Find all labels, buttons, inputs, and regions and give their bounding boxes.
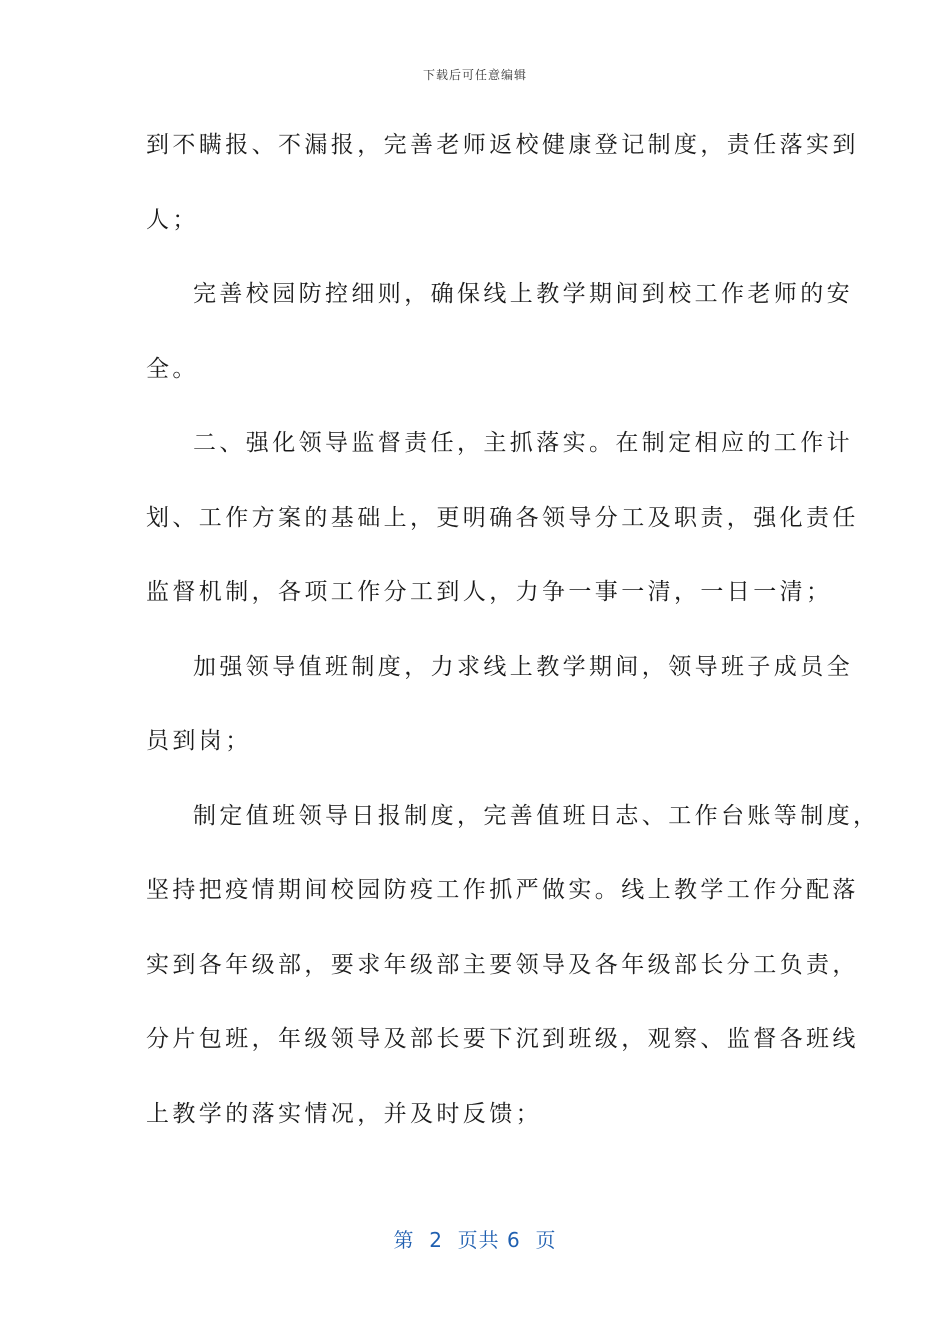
page-number-footer: 第 2 页共 6 页	[393, 1228, 557, 1252]
paragraph-line: 划、工作方案的基础上，更明确各领导分工及职责，强化责任	[146, 504, 859, 531]
paragraph-line: 二、强化领导监督责任，主抓落实。在制定相应的工作计	[193, 430, 853, 456]
page-header: 下载后可任意编辑	[422, 68, 527, 82]
paragraph-line: 监督机制，各项工作分工到人，力争一事一清，一日一清；	[146, 579, 833, 605]
paragraph-line: 上教学的落实情况，并及时反馈；	[146, 1100, 542, 1127]
paragraph-line: 员到岗；	[146, 728, 252, 754]
paragraph-line: 人；	[146, 206, 199, 233]
paragraph-line: 坚持把疫情期间校园防疫工作抓严做实。线上教学工作分配落	[146, 877, 859, 903]
document-body	[146, 108, 880, 1151]
paragraph-line: 实到各年级部，要求年级部主要领导及各年级部长分工负责，	[146, 951, 859, 978]
paragraph-line: 全。	[146, 355, 199, 382]
paragraph-line: 加强领导值班制度，力求线上教学期间，领导班子成员全	[193, 653, 853, 680]
paragraph-line: 制定值班领导日报制度，完善值班日志、工作台账等制度，	[193, 802, 880, 829]
paragraph-line: 分片包班，年级领导及部长要下沉到班级，观察、监督各班线	[146, 1026, 859, 1052]
paragraph-line: 完善校园防控细则，确保线上教学期间到校工作老师的安	[193, 281, 853, 307]
paragraph-line: 到不瞒报、不漏报，完善老师返校健康登记制度，责任落实到	[146, 132, 859, 158]
